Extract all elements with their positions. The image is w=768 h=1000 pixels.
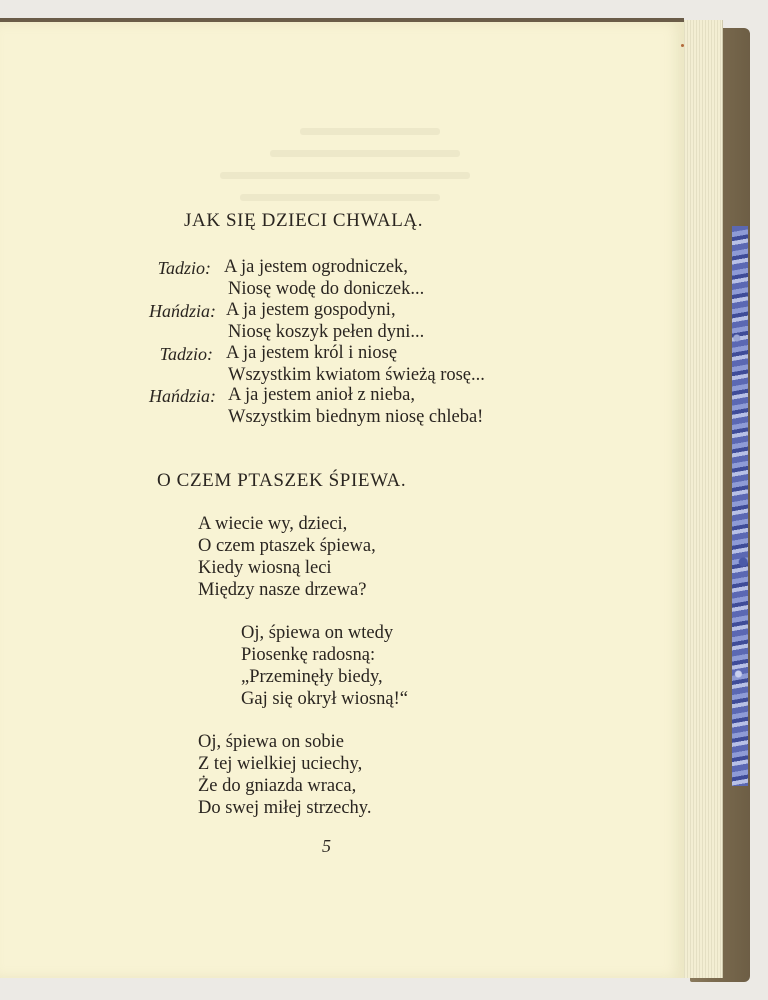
verse-line: A wiecie wy, dzieci, bbox=[198, 514, 348, 534]
verse-line: A ja jestem król i niosę bbox=[226, 343, 398, 363]
speaker-label: Hańdzia: bbox=[149, 301, 216, 321]
verse-line: Niosę koszyk pełen dyni... bbox=[228, 322, 425, 342]
verse-line: Do swej miłej strzechy. bbox=[198, 798, 372, 818]
verse-line: Piosenkę radosną: bbox=[241, 645, 376, 665]
speaker-label: Tadzio: bbox=[159, 344, 213, 364]
speaker-label: Hańdzia: bbox=[149, 386, 216, 406]
verse-line: Wszystkim biednym niosę chleba! bbox=[228, 407, 484, 427]
bleed-through bbox=[220, 172, 470, 179]
bleed-through bbox=[300, 128, 440, 135]
verse-line: Wszystkim kwiatom świeżą rosę... bbox=[228, 365, 485, 385]
speaker-label: Tadzio: bbox=[157, 258, 211, 278]
book-page bbox=[0, 22, 684, 978]
verse-line: Oj, śpiewa on wtedy bbox=[241, 623, 394, 643]
verse-line: O czem ptaszek śpiewa, bbox=[198, 536, 376, 556]
verse-line: Niosę wodę do doniczek... bbox=[228, 279, 425, 299]
verse-line: „Przeminęły biedy, bbox=[241, 667, 383, 687]
bleed-through bbox=[240, 194, 440, 201]
page-number: 5 bbox=[322, 836, 331, 856]
verse-line: A ja jestem anioł z nieba, bbox=[228, 385, 415, 405]
verse-line: A ja jestem gospodyni, bbox=[226, 300, 396, 320]
verse-line: Że do gniazda wraca, bbox=[198, 776, 357, 796]
bleed-through bbox=[270, 150, 460, 157]
poem-title: JAK SIĘ DZIECI CHWALĄ. bbox=[184, 210, 424, 231]
verse-line: A ja jestem ogrodniczek, bbox=[224, 257, 408, 277]
verse-line: Między nasze drzewa? bbox=[198, 580, 367, 600]
marbled-endpaper bbox=[732, 226, 748, 786]
verse-line: Z tej wielkiej uciechy, bbox=[198, 754, 363, 774]
verse-line: Oj, śpiewa on sobie bbox=[198, 732, 344, 752]
verse-line: Gaj się okrył wiosną!“ bbox=[241, 689, 408, 709]
poem-title: O CZEM PTASZEK ŚPIEWA. bbox=[157, 470, 407, 491]
paper-speck bbox=[681, 44, 684, 47]
verse-line: Kiedy wiosną leci bbox=[198, 558, 332, 578]
